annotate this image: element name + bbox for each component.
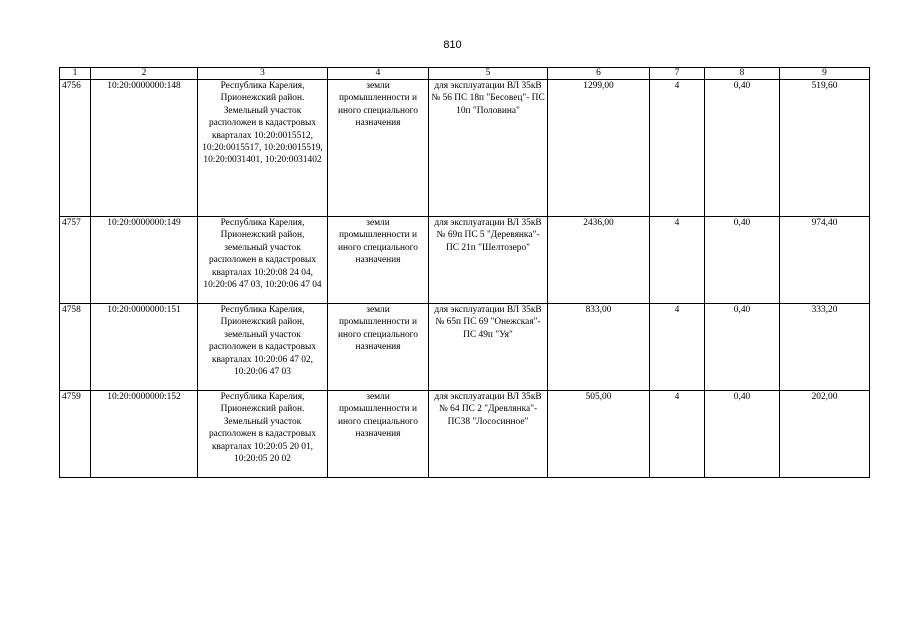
permitted-use-cell: для эксплуатации ВЛ 35кВ № 56 ПС 18п "Бесовец"- ПС 10п "Половина"	[429, 80, 548, 217]
cadastral-number-cell: 10:20:0000000:148	[91, 80, 198, 217]
permitted-use-cell: для эксплуатации ВЛ 35кВ № 65п ПС 69 "Онежская"- ПС 49п "Уя"	[429, 304, 548, 391]
page-number: 810	[443, 39, 462, 51]
group-cell: 4	[650, 80, 705, 217]
column-header-9: 9	[780, 68, 870, 80]
row-number-cell: 4758	[60, 304, 91, 391]
rate-cell: 0,40	[705, 217, 780, 304]
cadastral-number-cell: 10:20:0000000:149	[91, 217, 198, 304]
column-header-7: 7	[650, 68, 705, 80]
permitted-use-cell: для эксплуатации ВЛ 35кВ № 69п ПС 5 "Деревянка"- ПС 21п "Шелтозеро"	[429, 217, 548, 304]
location-cell: Республика Карелия, Прионежский район, земельный участок расположен в кадастровых кварталах 10:20:06 47 02, 10:20:06 47 03	[198, 304, 328, 391]
column-header-3: 3	[198, 68, 328, 80]
row-number-cell: 4756	[60, 80, 91, 217]
land-category-cell: земли промышленности и иного специального назначения	[328, 217, 429, 304]
area-cell: 2436,00	[548, 217, 650, 304]
sum-cell: 974,40	[780, 217, 870, 304]
table-row	[60, 217, 870, 304]
table-row	[60, 391, 870, 478]
rate-cell: 0,40	[705, 304, 780, 391]
land-category-cell: земли промышленности и иного специального назначения	[328, 80, 429, 217]
group-cell: 4	[650, 304, 705, 391]
rate-cell: 0,40	[705, 391, 780, 478]
cadastral-number-cell: 10:20:0000000:152	[91, 391, 198, 478]
land-category-cell: земли промышленности и иного специального назначения	[328, 304, 429, 391]
group-cell: 4	[650, 217, 705, 304]
table-row	[60, 80, 870, 217]
row-number-cell: 4757	[60, 217, 91, 304]
area-cell: 833,00	[548, 304, 650, 391]
column-header-6: 6	[548, 68, 650, 80]
area-cell: 505,00	[548, 391, 650, 478]
table-row	[60, 304, 870, 391]
area-cell: 1299,00	[548, 80, 650, 217]
cadastral-number-cell: 10:20:0000000:151	[91, 304, 198, 391]
rate-cell: 0,40	[705, 80, 780, 217]
row-number-cell: 4759	[60, 391, 91, 478]
location-cell: Республика Карелия, Прионежский район. Земельный участок расположен в кадастровых кварталах 10:20:0015512, 10:20:0015517, 10:20:0015519, 10:20:0031401, 10:20:0031402	[198, 80, 328, 217]
group-cell: 4	[650, 391, 705, 478]
table-header-row	[60, 68, 870, 80]
location-cell: Республика Карелия, Прионежский район, земельный участок расположен в кадастровых кварталах 10:20:08 24 04, 10:20:06 47 03, 10:20:06 47 04	[198, 217, 328, 304]
column-header-5: 5	[429, 68, 548, 80]
sum-cell: 202,00	[780, 391, 870, 478]
land-plots-table	[59, 67, 870, 478]
land-category-cell: земли промышленности и иного специального назначения	[328, 391, 429, 478]
column-header-1: 1	[60, 68, 91, 80]
location-cell: Республика Карелия, Прионежский район. Земельный участок расположен в кадастровых кварталах 10:20:05 20 01, 10:20:05 20 02	[198, 391, 328, 478]
column-header-2: 2	[91, 68, 198, 80]
sum-cell: 519,60	[780, 80, 870, 217]
column-header-8: 8	[705, 68, 780, 80]
permitted-use-cell: для эксплуатации ВЛ 35кВ № 64 ПС 2 "Древлянка"- ПС38 "Лососинное"	[429, 391, 548, 478]
column-header-4: 4	[328, 68, 429, 80]
sum-cell: 333,20	[780, 304, 870, 391]
